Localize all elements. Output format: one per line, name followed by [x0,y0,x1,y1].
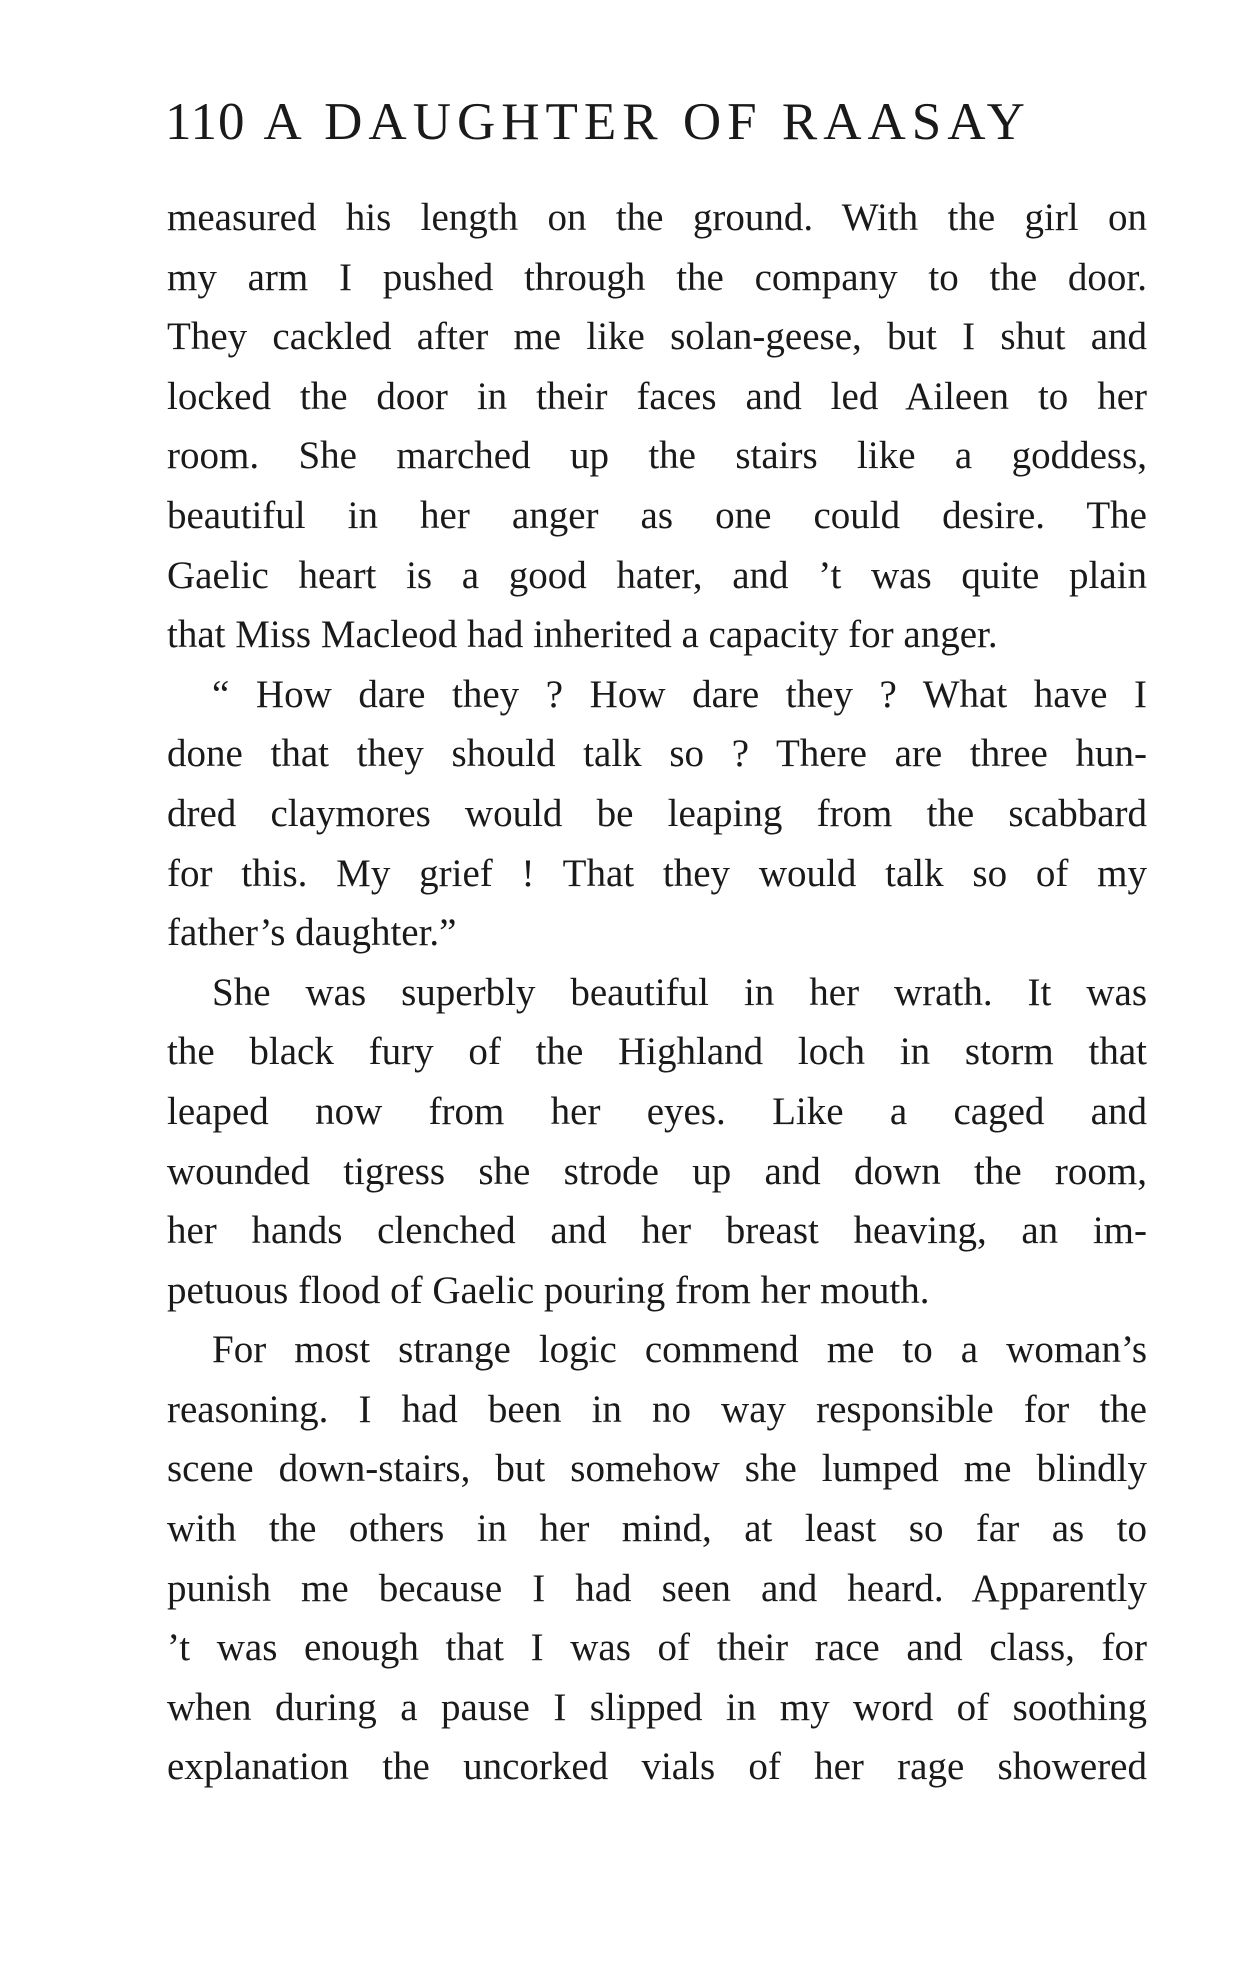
text-line: punish me because I had seen and heard. Apparently [167,1566,1147,1610]
text-line: for this. My grief ! That they would talk so of my [167,851,1147,895]
text-line: petuous flood of Gaelic pouring from her mouth. [167,1268,930,1312]
text-line: “ How dare they ? How dare they ? What have I [212,672,1147,716]
text-line: leaped now from her eyes. Like a caged and [167,1089,1147,1133]
text-line: reasoning. I had been in no way responsible for the [167,1387,1147,1431]
text-line: that Miss Macleod had inherited a capacity for anger. [167,613,998,657]
text-line: scene down-stairs, but somehow she lumped me blindly [167,1447,1147,1491]
text-line: She was superbly beautiful in her wrath. It was [212,970,1147,1014]
text-line: her hands clenched and her breast heaving, an im- [167,1209,1147,1253]
text-line: For most strange logic commend me to a woman’s [212,1328,1147,1372]
text-line: father’s daughter.” [167,911,457,955]
text-line: They cackled after me like solan-geese, but I shut and [167,315,1147,359]
text-line: measured his length on the ground. With the girl on [167,196,1147,239]
text-line: my arm I pushed through the company to the door. [167,255,1147,299]
running-title: A DAUGHTER OF RAASAY [263,93,1031,151]
text-line: Gaelic heart is a good hater, and ’t was quite plain [167,553,1147,597]
text-line: locked the door in their faces and led Aileen to her [167,374,1147,418]
text-line: room. She marched up the stairs like a goddess, [167,434,1147,478]
body-text [167,188,1147,1797]
text-line: done that they should talk so ? There are three hun- [167,732,1147,776]
text-line: beautiful in her anger as one could desire. The [167,493,1147,537]
running-head [165,92,1135,152]
text-line: with the others in her mind, at least so far as to [167,1507,1147,1551]
text-line: dred claymores would be leaping from the scabbard [167,791,1147,835]
text-line: when during a pause I slipped in my word of soothing [167,1685,1147,1729]
text-line: wounded tigress she strode up and down the room, [167,1149,1147,1193]
text-line: ’t was enough that I was of their race and class, for [167,1626,1147,1670]
text-line: explanation the uncorked vials of her rage showered [167,1745,1147,1789]
page-number: 110 [165,93,246,151]
text-line: the black fury of the Highland loch in storm that [167,1030,1147,1074]
